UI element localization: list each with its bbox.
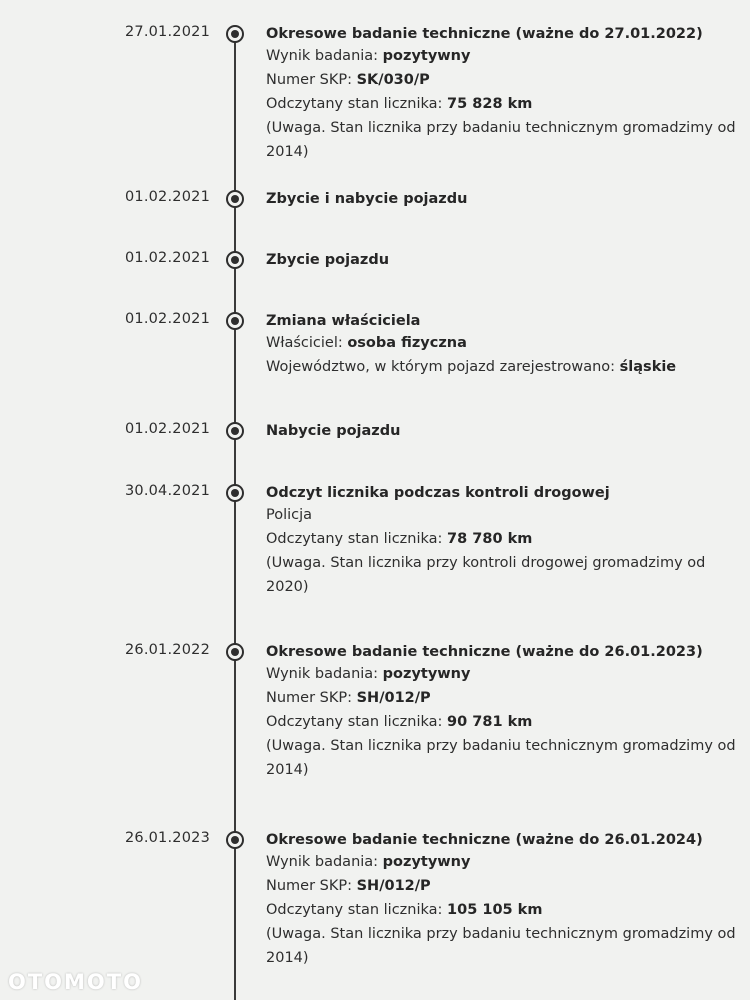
detail-value: SH/012/P [356, 690, 431, 706]
detail-value: SH/012/P [356, 878, 431, 894]
entry-detail [266, 710, 736, 734]
detail-value: pozytywny [382, 666, 471, 682]
detail-value: pozytywny [382, 854, 471, 870]
entry-content [266, 830, 736, 970]
timeline-dot-icon [226, 312, 244, 330]
note-text: (Uwaga. Stan licznika przy badaniu technicznym gromadzimy od 2014) [266, 926, 736, 966]
detail-label: Odczytany stan licznika: [266, 714, 448, 730]
entry-detail [266, 92, 736, 116]
detail-value: SK/030/P [356, 72, 430, 88]
detail-label: Wynik badania: [266, 854, 383, 870]
entry-detail [266, 331, 736, 355]
entry-detail [266, 898, 736, 922]
note-text: (Uwaga. Stan licznika przy badaniu technicznym gromadzimy od 2014) [266, 738, 736, 778]
detail-label: Numer SKP: [266, 878, 357, 894]
entry-detail [266, 44, 736, 68]
detail-value: pozytywny [382, 48, 471, 64]
timeline-dot-icon [226, 190, 244, 208]
detail-value: 75 828 km [447, 96, 533, 112]
entry-date: 01.02.2021 [124, 311, 210, 327]
entry-date: 26.01.2022 [124, 642, 210, 658]
detail-value: śląskie [619, 359, 677, 375]
entry-note [266, 116, 736, 164]
detail-label: Policja [266, 507, 313, 523]
entry-title: Zbycie i nabycie pojazdu [266, 191, 468, 207]
timeline-dot-icon [226, 251, 244, 269]
entry-note [266, 734, 736, 782]
note-text: (Uwaga. Stan licznika przy kontroli drogowej gromadzimy od 2020) [266, 555, 706, 595]
detail-value: 90 781 km [447, 714, 533, 730]
entry-title: Okresowe badanie techniczne (ważne do 27.01.2022) [266, 26, 703, 42]
entry-content [266, 189, 736, 209]
entry-date: 27.01.2021 [124, 24, 210, 40]
timeline-dot-icon [226, 25, 244, 43]
detail-label: Województwo, w którym pojazd zarejestrowano: [266, 359, 620, 375]
entry-content [266, 421, 736, 441]
entry-content [266, 24, 736, 164]
detail-label: Numer SKP: [266, 690, 357, 706]
detail-label: Numer SKP: [266, 72, 357, 88]
entry-note [266, 922, 736, 970]
entry-detail [266, 355, 736, 379]
detail-label: Właściciel: [266, 335, 348, 351]
entry-title: Zbycie pojazdu [266, 252, 390, 268]
entry-title: Odczyt licznika podczas kontroli drogowej [266, 485, 610, 501]
entry-title: Okresowe badanie techniczne (ważne do 26.01.2023) [266, 644, 703, 660]
entry-detail [266, 874, 736, 898]
detail-label: Odczytany stan licznika: [266, 531, 448, 547]
entry-content [266, 483, 736, 599]
timeline-line [234, 30, 236, 1000]
entry-date: 30.04.2021 [124, 483, 210, 499]
detail-value: osoba fizyczna [347, 335, 467, 351]
detail-label: Wynik badania: [266, 48, 383, 64]
timeline-dot-icon [226, 643, 244, 661]
detail-label: Wynik badania: [266, 666, 383, 682]
entry-detail [266, 662, 736, 686]
entry-detail [266, 68, 736, 92]
detail-value: 105 105 km [447, 902, 543, 918]
entry-note [266, 551, 736, 599]
entry-date: 01.02.2021 [124, 189, 210, 205]
entry-title: Zmiana właściciela [266, 313, 421, 329]
entry-content [266, 250, 736, 270]
entry-detail [266, 850, 736, 874]
detail-label: Odczytany stan licznika: [266, 96, 448, 112]
entry-date: 01.02.2021 [124, 421, 210, 437]
detail-value: 78 780 km [447, 531, 533, 547]
entry-title: Nabycie pojazdu [266, 423, 401, 439]
entry-detail [266, 686, 736, 710]
otomoto-watermark: OTOMOTO [8, 970, 143, 994]
timeline-dot-icon [226, 831, 244, 849]
timeline-dot-icon [226, 422, 244, 440]
detail-label: Odczytany stan licznika: [266, 902, 448, 918]
entry-title: Okresowe badanie techniczne (ważne do 26.01.2024) [266, 832, 703, 848]
entry-date: 26.01.2023 [124, 830, 210, 846]
entry-detail [266, 527, 736, 551]
timeline-dot-icon [226, 484, 244, 502]
entry-content [266, 642, 736, 782]
note-text: (Uwaga. Stan licznika przy badaniu technicznym gromadzimy od 2014) [266, 120, 736, 160]
entry-date: 01.02.2021 [124, 250, 210, 266]
entry-detail [266, 503, 736, 527]
entry-content [266, 311, 736, 379]
